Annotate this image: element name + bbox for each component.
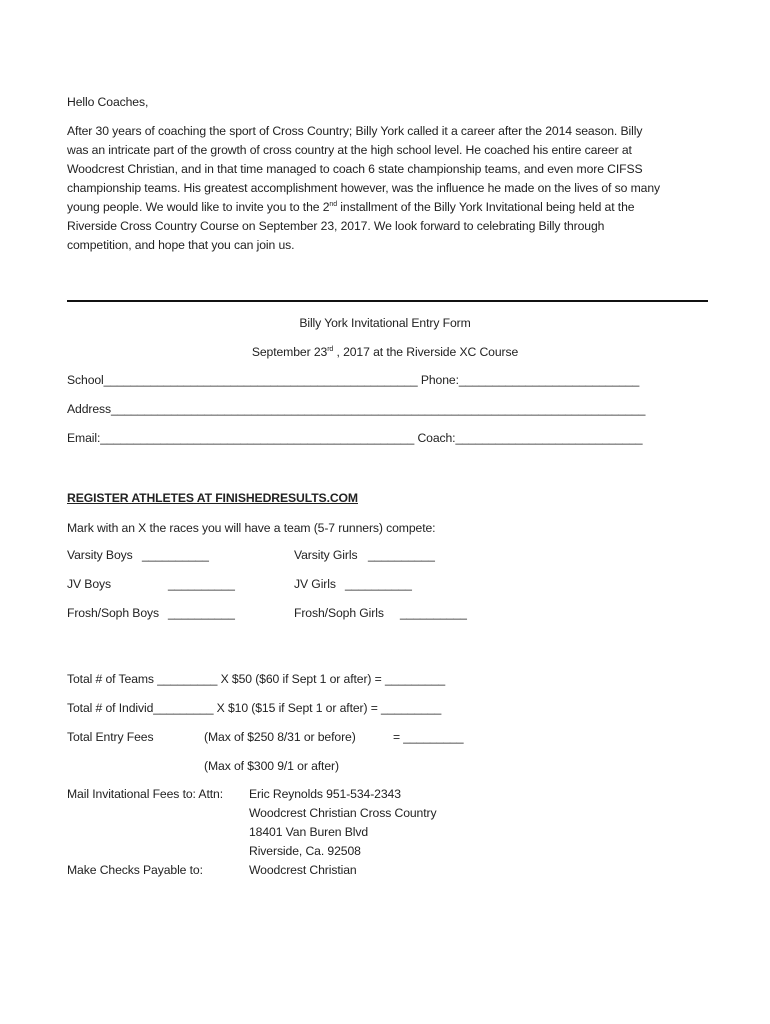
fees-total-field[interactable]: = _________ <box>393 730 464 744</box>
race-varsity-girls-label: Varsity Girls <box>294 548 358 562</box>
race-varsity-girls-field[interactable]: __________ <box>368 548 435 562</box>
mail-addr-2: 18401 Van Buren Blvd <box>249 825 369 839</box>
race-varsity-boys-label: Varsity Boys <box>67 548 133 562</box>
race-jv-boys-field[interactable]: __________ <box>168 577 235 591</box>
horizontal-divider <box>67 300 708 302</box>
mail-addr-3: Riverside, Ca. 92508 <box>249 844 361 858</box>
letter-line-5b: installment of the Billy York Invitational being held at the <box>337 200 635 214</box>
race-jv-girls-field[interactable]: __________ <box>345 577 412 591</box>
ordinal-suffix: nd <box>329 201 337 208</box>
mail-attn: Eric Reynolds 951-534-2343 <box>249 787 401 801</box>
letter-line-5a: young people. We would like to invite you to the 2 <box>67 200 330 214</box>
checks-payee: Woodcrest Christian <box>249 863 357 877</box>
checks-label: Make Checks Payable to: <box>67 863 203 877</box>
mail-label: Mail Invitational Fees to: Attn: <box>67 787 223 801</box>
race-frosh-girls-field[interactable]: __________ <box>400 606 467 620</box>
letter-line-3: Woodcrest Christian, and in that time managed to coach 6 state championship teams, and even more CIFSS <box>67 162 643 176</box>
race-varsity-boys-field[interactable]: __________ <box>142 548 209 562</box>
greeting: Hello Coaches, <box>67 95 149 109</box>
form-date <box>0 345 770 359</box>
coach-label: Coach: <box>417 431 456 445</box>
fees-total-label: Total Entry Fees <box>67 730 154 744</box>
fees-total-max-before: (Max of $250 8/31 or before) <box>204 730 356 744</box>
race-frosh-girls-label: Frosh/Soph Girls <box>294 606 384 620</box>
form-title: Billy York Invitational Entry Form <box>299 316 471 330</box>
school-row <box>67 373 639 387</box>
address-label: Address <box>67 402 112 416</box>
email-label: Email: <box>67 431 101 445</box>
register-instructions: Mark with an X the races you will have a team (5-7 runners) compete: <box>67 521 436 535</box>
race-frosh-boys-label: Frosh/Soph Boys <box>67 606 159 620</box>
school-field[interactable]: _______________________________________________ <box>103 373 418 387</box>
letter-line-5 <box>67 200 634 214</box>
race-jv-girls-label: JV Girls <box>294 577 336 591</box>
letter-line-2: was an intricate part of the growth of cross country at the high school level. He coached his entire career at <box>67 143 632 157</box>
school-label: School <box>67 373 104 387</box>
address-row <box>67 402 645 416</box>
phone-label: Phone: <box>420 373 459 387</box>
letter-line-4: championship teams. His greatest accomplishment however, was the influence he made on the lives of so many <box>67 181 660 195</box>
letter-line-6: Riverside Cross Country Course on September 23, 2017. We look forward to celebrating Billy through <box>67 219 605 233</box>
fees-total-max-after: (Max of $300 9/1 or after) <box>204 759 339 773</box>
form-date-rest: , 2017 at the Riverside XC Course <box>333 345 519 359</box>
mail-addr-1: Woodcrest Christian Cross Country <box>249 806 437 820</box>
email-row <box>67 431 642 445</box>
letter-line-1: After 30 years of coaching the sport of Cross Country; Billy York called it a career after the 2014 season. Billy <box>67 124 643 138</box>
letter-line-7: competition, and hope that you can join us. <box>67 238 295 252</box>
race-jv-boys-label: JV Boys <box>67 577 112 591</box>
register-heading[interactable]: REGISTER ATHLETES AT FINISHEDRESULTS.COM <box>67 491 358 505</box>
form-date-suffix: rd <box>327 346 334 353</box>
race-frosh-boys-field[interactable]: __________ <box>168 606 235 620</box>
fees-individ-line[interactable]: Total # of Individ_________ X $10 ($15 if Sept 1 or after) = _________ <box>67 701 442 715</box>
phone-field[interactable]: ___________________________ <box>458 373 640 387</box>
address-field[interactable]: ________________________________________________________________________________ <box>111 402 646 416</box>
fees-teams-line[interactable]: Total # of Teams _________ X $50 ($60 if Sept 1 or after) = _________ <box>67 672 446 686</box>
coach-field[interactable]: ____________________________ <box>455 431 643 445</box>
email-field[interactable]: _______________________________________________ <box>100 431 415 445</box>
form-date-main: September 23 <box>251 345 328 359</box>
